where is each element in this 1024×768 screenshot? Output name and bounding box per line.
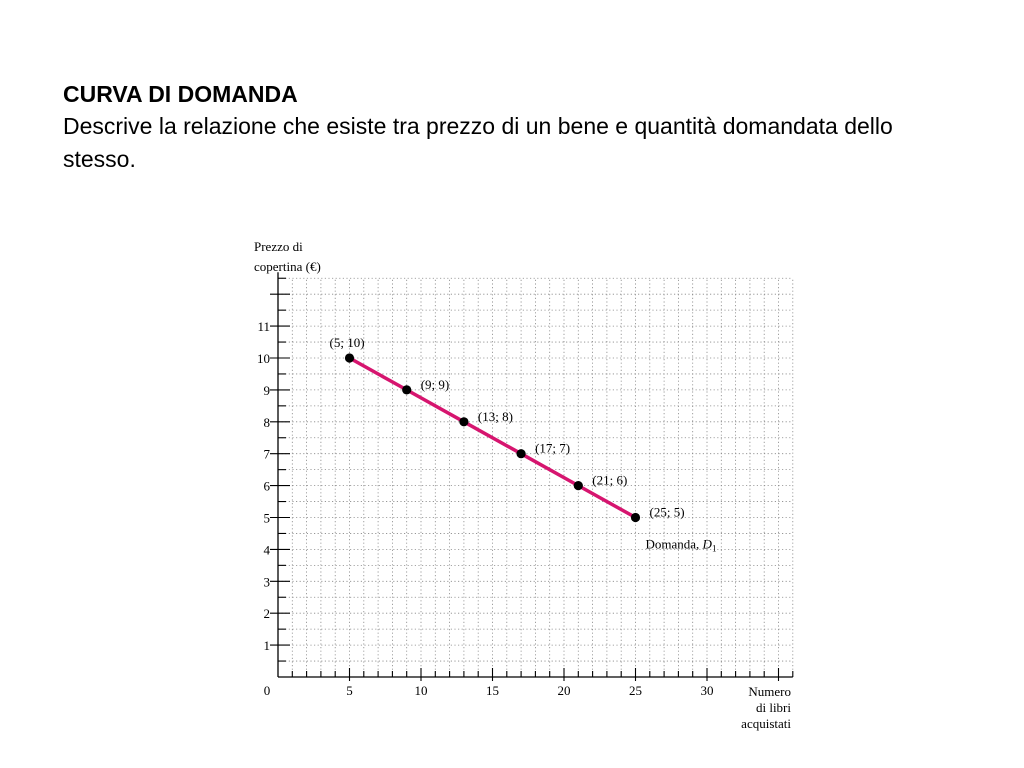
x-tick-label: 10: [414, 683, 428, 698]
chart-axes: [270, 272, 793, 681]
y-tick-label: 10: [257, 351, 270, 366]
y-axis-title-line: copertina (€): [254, 259, 321, 274]
data-label: (25; 5): [649, 504, 685, 520]
y-tick-label: 1: [263, 638, 270, 654]
y-tick-label: 9: [263, 382, 270, 398]
curve-label: Domanda, $D_1$: [645, 536, 717, 554]
tick-labels: [257, 319, 714, 698]
x-tick-label: 20: [557, 683, 571, 698]
data-label: (21; 6): [592, 472, 628, 488]
x-tick-label: 15: [486, 683, 499, 698]
y-tick-label: 8: [263, 414, 270, 430]
y-tick-label: 4: [263, 542, 270, 558]
data-point: [402, 385, 411, 394]
slide-title: CURVA DI DOMANDA: [63, 81, 298, 107]
slide-description: Descrive la relazione che esiste tra prezzo di un bene e quantità domandata dello stesso.: [63, 113, 893, 172]
x-tick-label: 0: [263, 683, 271, 698]
data-label: (13; 8): [477, 408, 513, 424]
y-tick-label: 6: [263, 478, 270, 494]
data-point: [517, 449, 526, 458]
axis-titles: [254, 239, 791, 731]
data-point: [574, 481, 583, 490]
y-tick-label: 7: [263, 446, 270, 462]
x-tick-label: 25: [629, 683, 642, 698]
point-labels: [330, 335, 717, 554]
y-tick-label: 11: [257, 319, 270, 335]
x-tick-label: 30: [700, 683, 714, 698]
data-point: [459, 417, 468, 426]
y-tick-label: 2: [263, 606, 270, 622]
y-tick-label: 3: [263, 574, 270, 590]
data-label: (5; 10): [329, 335, 365, 350]
data-point: [631, 513, 640, 522]
x-tick-label: 5: [346, 683, 353, 698]
demand-curve-line: [350, 358, 636, 518]
x-axis-title-line: di libri: [755, 700, 791, 715]
data-point: [345, 353, 354, 362]
x-axis-title-line: Numero: [748, 684, 791, 699]
x-axis-title-line: acquistati: [741, 716, 791, 731]
data-label: (9; 9): [420, 376, 450, 392]
y-axis-title-line: Prezzo di: [254, 239, 303, 254]
y-tick-label: 5: [263, 510, 270, 526]
data-label: (17; 7): [535, 440, 571, 456]
